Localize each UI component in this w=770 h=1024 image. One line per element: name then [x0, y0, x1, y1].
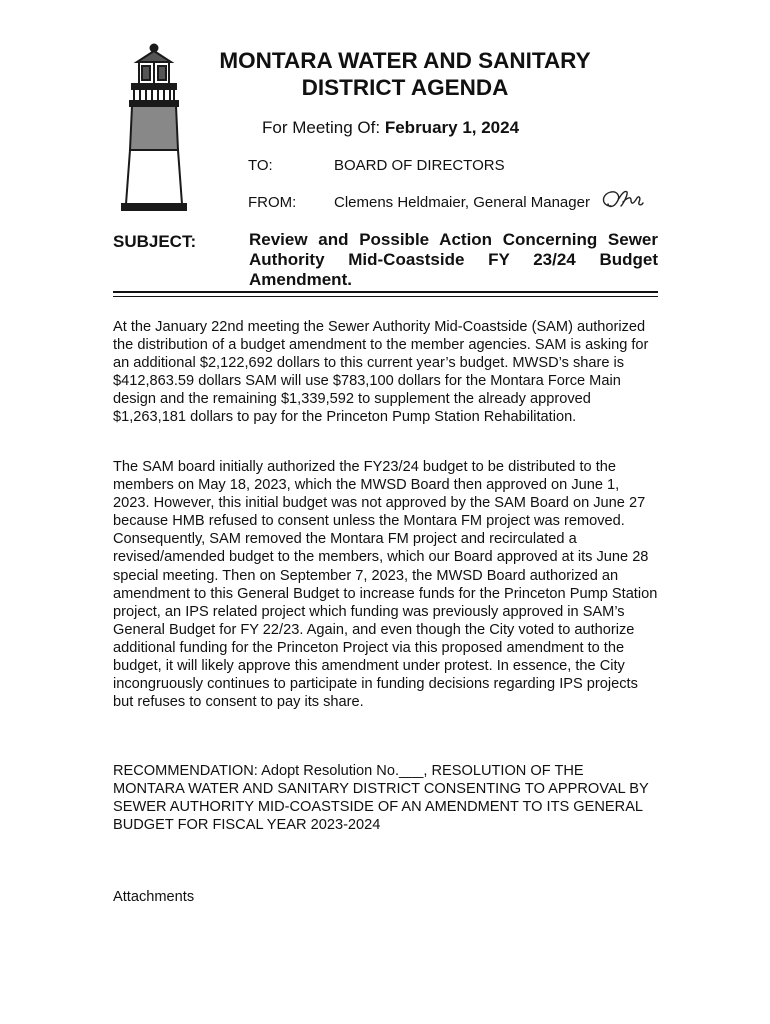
meeting-label: For Meeting Of:	[262, 118, 381, 137]
from-value: Clemens Heldmaier, General Manager	[334, 194, 590, 211]
to-label: TO:	[248, 157, 273, 174]
agenda-title	[200, 47, 610, 101]
subject-label: SUBJECT:	[113, 232, 197, 251]
divider-thin	[113, 296, 658, 297]
title-line-1: MONTARA WATER AND SANITARY	[219, 48, 591, 73]
signature-initials	[597, 186, 645, 212]
meeting-line	[262, 118, 519, 138]
recommendation: RECOMMENDATION: Adopt Resolution No.___, RESOLUTION OF THE MONTARA WATER AND SANITARY DISTRICT CONSENTING TO APPROVAL BY SEWER AUTHORITY MID-COASTSIDE OF AN AMENDMENT TO ITS GENERAL BUDGET FOR FISCAL YEAR 2023-2024	[113, 763, 649, 834]
attachments: Attachments	[113, 889, 195, 905]
lighthouse-logo	[112, 42, 196, 212]
body-paragraph-1: At the January 22nd meeting the Sewer Authority Mid-Coastside (SAM) authorized the distribution of a budget amendment to the member agencies. SAM is asking for an additional $2,122,692 dollars to this current year’s budget. MWSD’s share is $412,863.59 dollars SAM will use $783,100 dollars for the Montara Force Main design and the remaining $1,339,592 to supplement the already approved $1,263,181 dollars to pay for the Princeton Pump Station Rehabilitation.	[113, 319, 649, 426]
to-value: BOARD OF DIRECTORS	[334, 157, 505, 174]
subject-text: Review and Possible Action Concerning Sewer Authority Mid-Coastside FY 23/24 Budget Amendment.	[249, 230, 658, 289]
meeting-date: February 1, 2024	[384, 118, 520, 137]
body-paragraph-2: The SAM board initially authorized the FY23/24 budget to be distributed to the members on May 18, 2023, which the MWSD Board then approved on June 1, 2023. However, this initial budget was not approved by the SAM Board on June 27 because HMB refused to consent unless the Montara FM project was removed. Consequently, SAM removed the Montara FM project and recirculated a revised/amended budget to the members, which our Board approved at its June 28 special meeting. Then on September 7, 2023, the MWSD Board authorized an amendment to this General Budget to increase funds for the Princeton Pump Station project, an IPS related project which funding was previously approved in SAM’s General Budget for FY 22/23. Again, and even though the City voted to authorize additional funding for the Princeton Project via this proposed amendment to the budget, it will likely approve this amendment under protest. In essence, the City incongruously continues to participate in funding decisions regarding IPS projects but refuses to consent to pay its share.	[113, 459, 658, 711]
divider-thick	[113, 291, 658, 293]
from-label: FROM:	[248, 194, 297, 211]
title-line-2: DISTRICT AGENDA	[301, 75, 509, 100]
